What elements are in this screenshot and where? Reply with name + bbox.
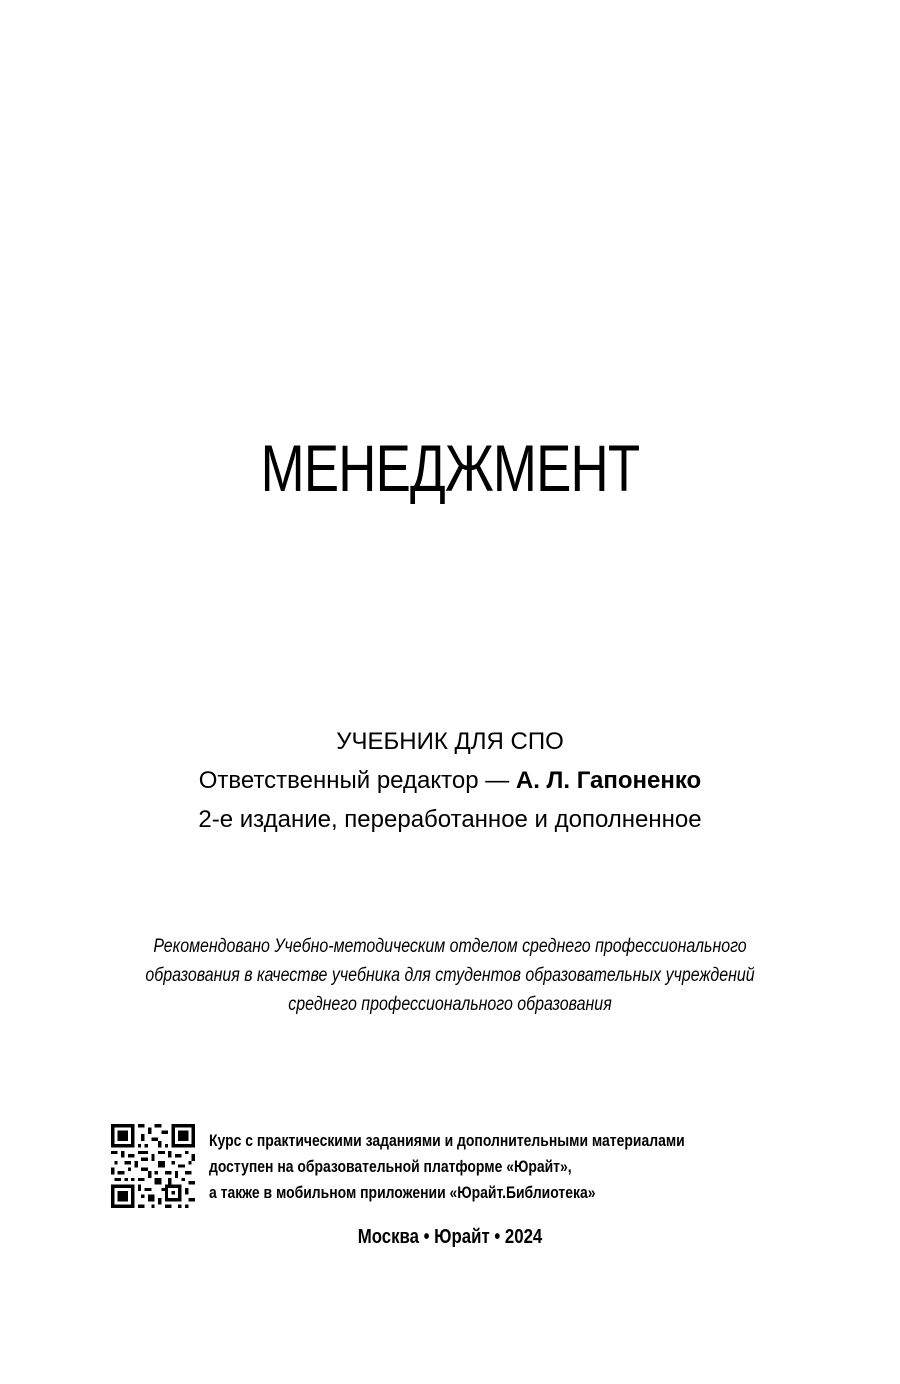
book-title: МЕНЕДЖМЕНТ <box>260 431 640 505</box>
subtitle-block <box>0 722 900 839</box>
course-info-line-3: а также в мобильном приложении «Юрайт.Библиотека» <box>209 1183 596 1202</box>
imprint: Москва • Юрайт • 2024 <box>357 1226 543 1248</box>
qr-code-icon[interactable] <box>111 1124 195 1208</box>
edition-line: 2-е издание, переработанное и дополненное <box>198 806 702 833</box>
recommendation-line-2: образования в качестве учебника для студентов образовательных учреждений <box>145 965 755 986</box>
editor-line <box>0 761 900 800</box>
recommendation-line-1: Рекомендовано Учебно-методическим отделом среднего профессионального <box>153 936 747 957</box>
course-info-line-1: Курс с практическими заданиями и дополнительными материалами <box>209 1131 685 1150</box>
recommendation-line-3: среднего профессионального образования <box>288 994 612 1015</box>
course-info <box>209 1128 717 1206</box>
editor-name: А. Л. Гапоненко <box>515 767 702 794</box>
course-info-line-2: доступен на образовательной платформе «Юрайт», <box>209 1157 572 1176</box>
recommendation-text <box>72 932 828 1019</box>
book-type: УЧЕБНИК ДЛЯ СПО <box>336 728 564 755</box>
editor-prefix: Ответственный редактор — <box>198 767 516 794</box>
